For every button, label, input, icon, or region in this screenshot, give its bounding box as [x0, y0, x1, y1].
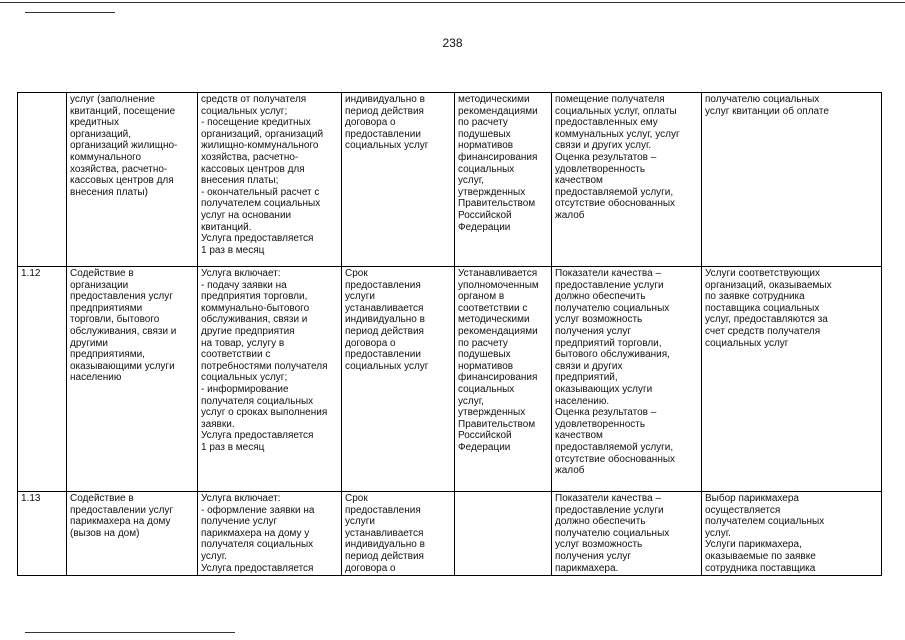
service-content-cell: Услуга включает: - подачу заявки на предприятия торговли, коммунально-бытового обслуживания, связи и другие предприятия на товар, услугу в соответствии с потребностями получателя социальных услуг; - информирование получателя социальных услуг о сроках выполнения заявки. Услуга предоставляется 1 раз в месяц — [198, 267, 342, 492]
row-number: 1.13 — [18, 492, 67, 576]
service-name-cell: услуг (заполнение квитанций, посещение кредитных организаций, организаций жилищно- коммунального хозяйства, расчетно- кассовых центров для внесения платы) — [67, 93, 198, 267]
financing-norm-cell — [455, 492, 552, 576]
page-number: 238 — [442, 36, 463, 50]
service-name-cell: Содействие в предоставлении услуг парикмахера на дому (вызов на дом) — [67, 492, 198, 576]
quality-indicators-cell: Показатели качества – предоставление услуги должно обеспечить получателю социальных услуг возможность получения услуг предприятий торговли, бытового обслуживания, связи и других предприятий, оказывающих услуги населению. Оценка результатов – удовлетворенность качеством предоставляемой услуги, отсутствие обоснованных жалоб — [552, 267, 702, 492]
top-rule-short — [25, 12, 115, 13]
quality-indicators-cell: Показатели качества – предоставление услуги должно обеспечить получателю социальных услуг возможность получения услуг парикмахера. — [552, 492, 702, 576]
service-name-cell: Содействие в организации предоставления услуг предприятиями торговли, бытового обслуживания, связи и другими предприятиями, оказывающими услуги населению — [67, 267, 198, 492]
service-content-cell: Услуга включает: - оформление заявки на получение услуг парикмахера на дому у получателя социальных услуг. Услуга предоставляется — [198, 492, 342, 576]
service-term-cell: Срок предоставления услуги устанавливается индивидуально в период действия договора о — [342, 492, 455, 576]
table-row — [18, 267, 882, 492]
table-row — [18, 93, 882, 267]
service-content-cell: средств от получателя социальных услуг; - посещение кредитных организаций, организаций жилищно-коммунального хозяйства, расчетно- кассовых центров для внесения платы; - окончательный расчет с получателем социальных услуг на основании квитанций. Услуга предоставляется 1 раз в месяц — [198, 93, 342, 267]
row-number — [18, 93, 67, 267]
services-table — [17, 92, 882, 576]
conditions-cell: Выбор парикмахера осуществляется получателем социальных услуг. Услуги парикмахера, оказываемые по заявке сотрудника поставщика — [702, 492, 882, 576]
service-term-cell: Срок предоставления услуги устанавливается индивидуально в период действия договора о предоставлении социальных услуг — [342, 267, 455, 492]
row-number: 1.12 — [18, 267, 67, 492]
top-rule — [0, 2, 905, 3]
service-term-cell: индивидуально в период действия договора о предоставлении социальных услуг — [342, 93, 455, 267]
financing-norm-cell: Устанавливается уполномоченным органом в соответствии с методическими рекомендациями по расчету подушевых нормативов финансирования социальных услуг, утвержденных Правительством Российской Федерации — [455, 267, 552, 492]
table-row — [18, 492, 882, 576]
conditions-cell: получателю социальных услуг квитанции об оплате — [702, 93, 882, 267]
financing-norm-cell: методическими рекомендациями по расчету подушевых нормативов финансирования социальных услуг, утвержденных Правительством Российской Федерации — [455, 93, 552, 267]
conditions-cell: Услуги соответствующих организаций, оказываемых по заявке сотрудника поставщика социальных услуг, предоставляются за счет средств получателя социальных услуг — [702, 267, 882, 492]
footnote-rule — [25, 632, 235, 633]
quality-indicators-cell: помещение получателя социальных услуг, оплаты предоставленных ему коммунальных услуг, услуг связи и других услуг. Оценка результатов – удовлетворенность качеством предоставляемой услуги, отсутствие обоснованных жалоб — [552, 93, 702, 267]
